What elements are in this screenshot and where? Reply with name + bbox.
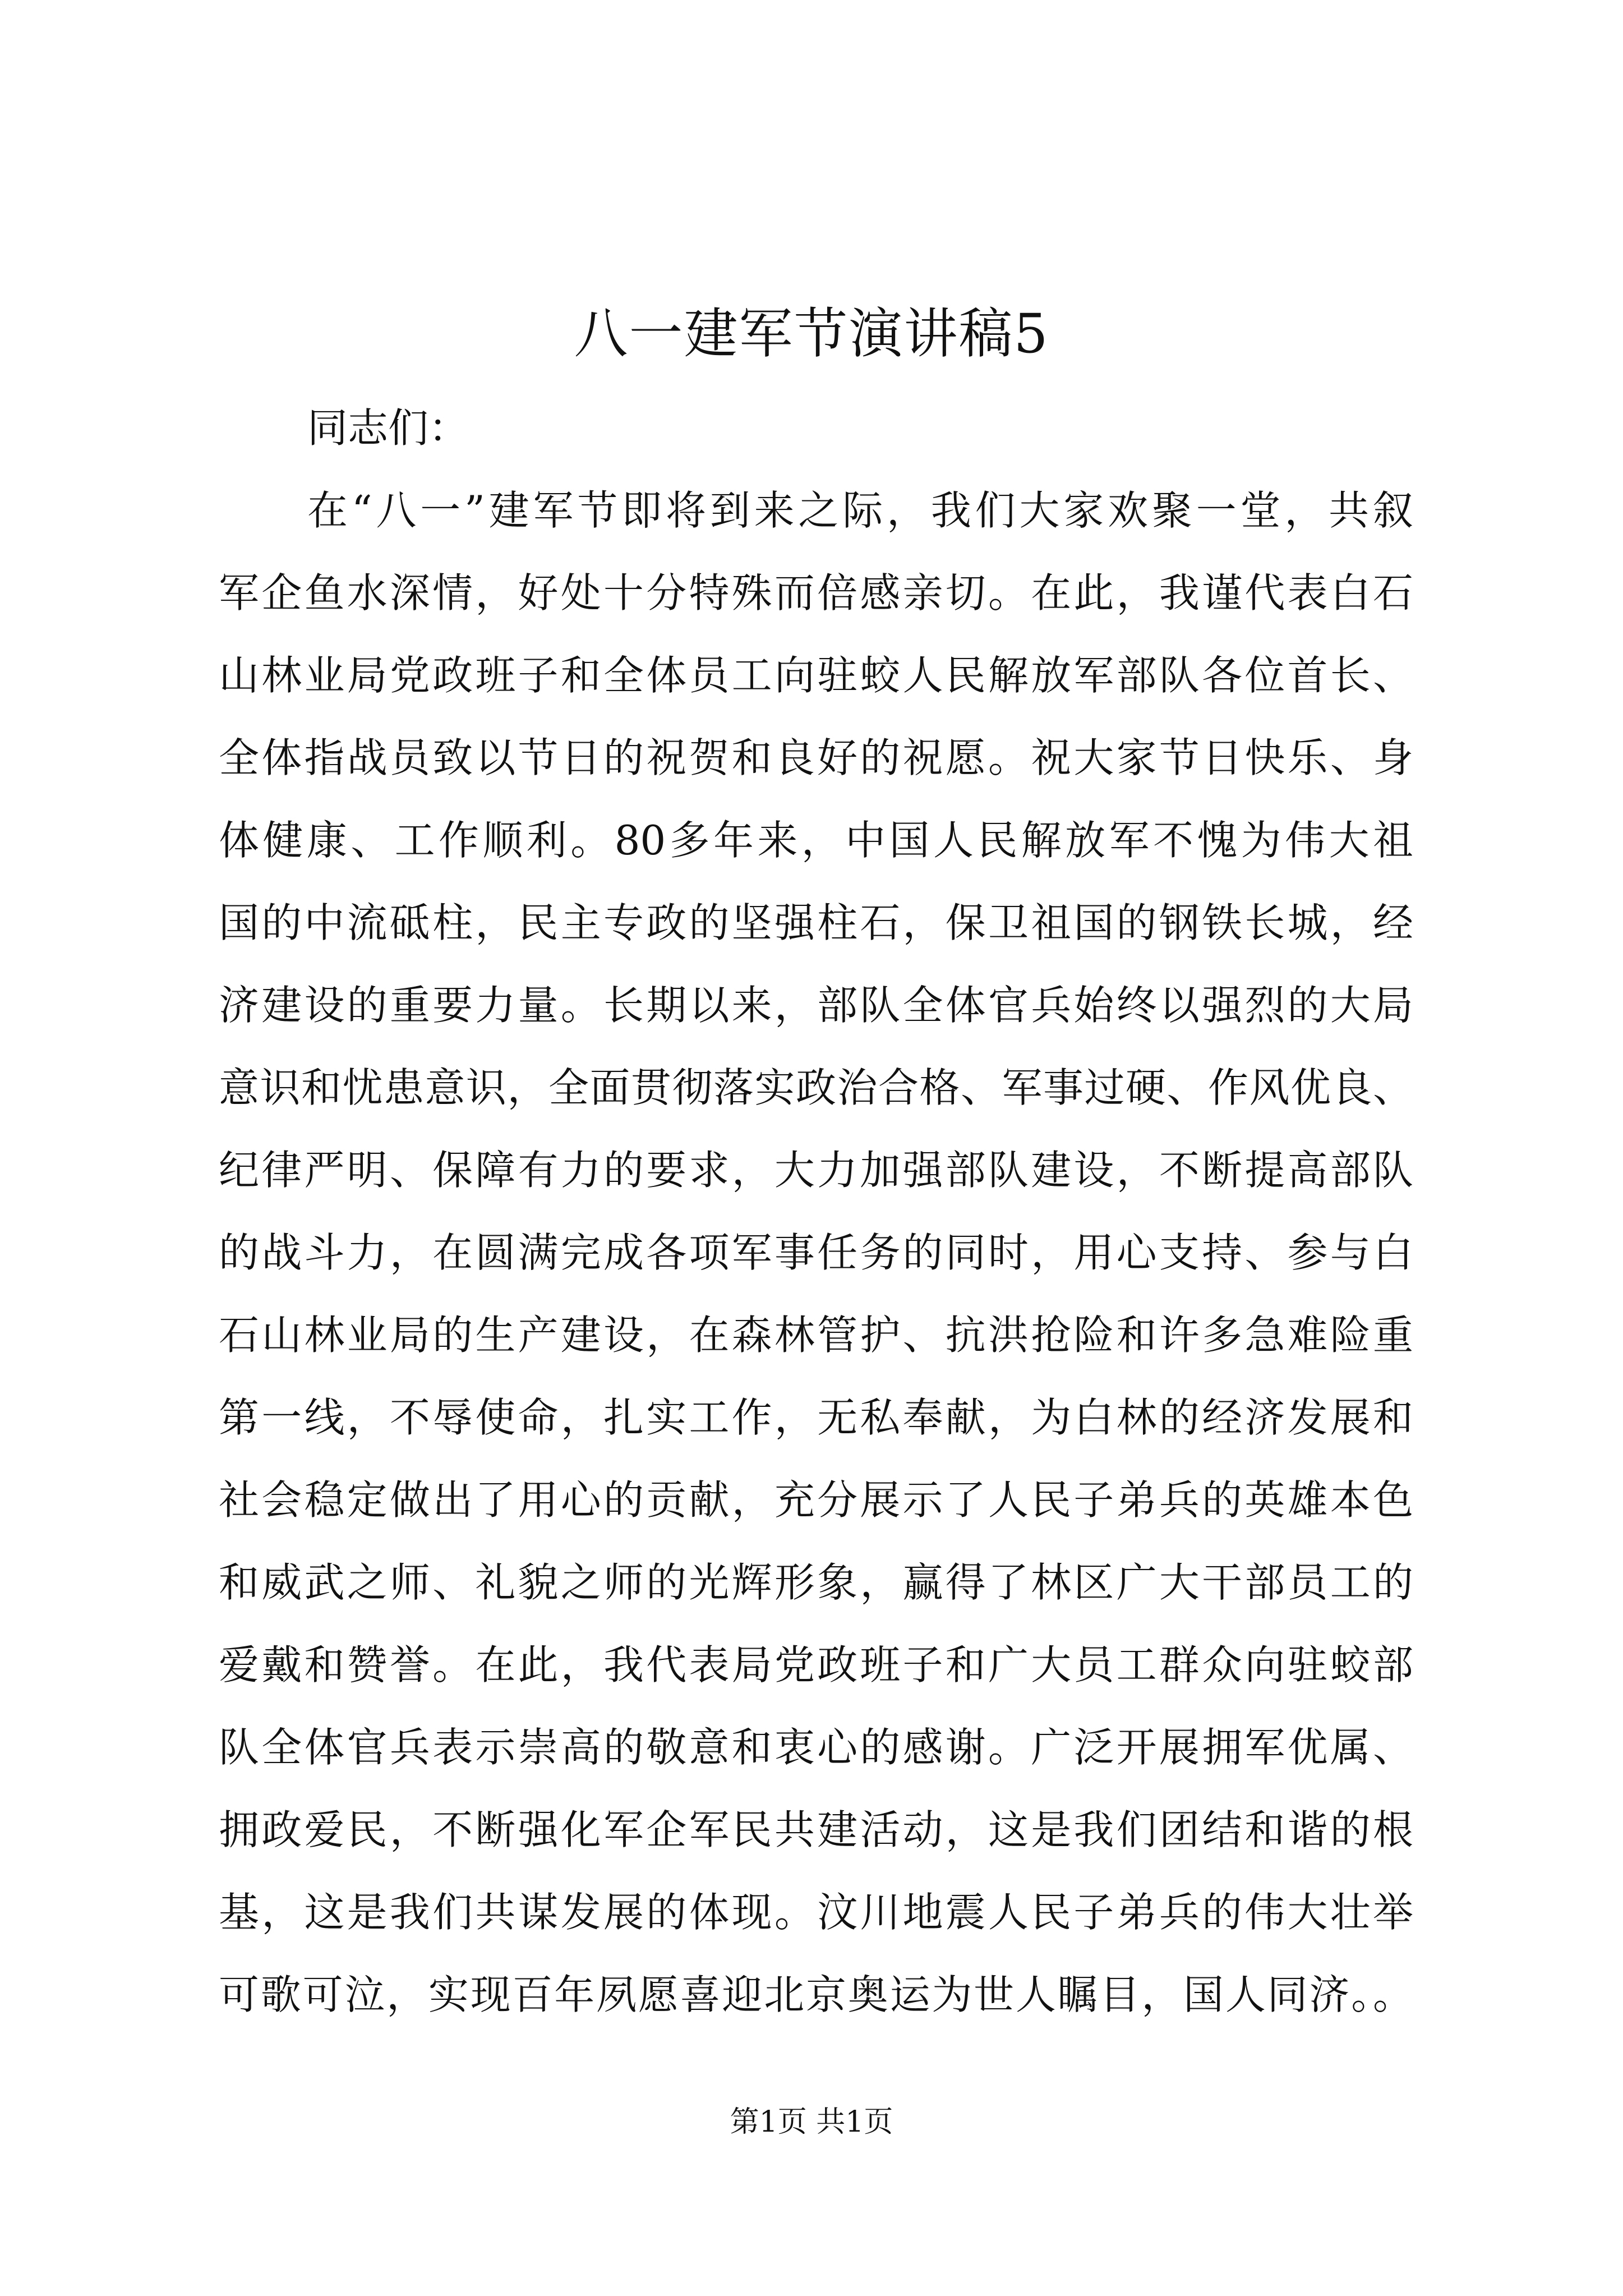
paragraph-line: 的战斗力，在圆满完成各项军事任务的同时，用心支持、参与白: [219, 1229, 1413, 1276]
paragraph-line: 军企鱼水深情，好处十分特殊而倍感亲切。在此，我谨代表白石: [219, 569, 1413, 616]
paragraph-line: 国的中流砥柱，民主专政的坚强柱石，保卫祖国的钢铁长城，经: [219, 899, 1413, 946]
paragraph-line: 队全体官兵表示崇高的敬意和衷心的感谢。广泛开展拥军优属、: [219, 1724, 1413, 1771]
paragraph-line: 拥政爱民，不断强化军企军民共建活动，这是我们团结和谐的根: [219, 1806, 1413, 1853]
paragraph-line: 在“八一”建军节即将到来之际，我们大家欢聚一堂，共叙: [307, 487, 1413, 534]
salutation: 同志们：: [307, 404, 469, 452]
paragraph-line: 山林业局党政班子和全体员工向驻蛟人民解放军部队各位首长、: [219, 652, 1413, 699]
paragraph-line: 济建设的重要力量。长期以来，部队全体官兵始终以强烈的大局: [219, 982, 1413, 1029]
paragraph-line: 可歌可泣，实现百年夙愿喜迎北京奥运为世人瞩目，国人同济。。: [219, 1971, 1413, 2018]
paragraph-line: 社会稳定做出了用心的贡献，充分展示了人民子弟兵的英雄本色: [219, 1476, 1413, 1524]
paragraph-line: 和威武之师、礼貌之师的光辉形象，赢得了林区广大干部员工的: [219, 1559, 1413, 1606]
paragraph-line: 爱戴和赞誉。在此，我代表局党政班子和广大员工群众向驻蛟部: [219, 1641, 1413, 1688]
paragraph-line: 全体指战员致以节日的祝贺和良好的祝愿。祝大家节日快乐、身: [219, 734, 1413, 781]
paragraph-line: 纪律严明、保障有力的要求，大力加强部队建设，不断提高部队: [219, 1147, 1413, 1194]
paragraph-line: 意识和忧患意识，全面贯彻落实政治合格、军事过硬、作风优良、: [219, 1064, 1413, 1111]
paragraph-line: 基，这是我们共谋发展的体现。汶川地震人民子弟兵的伟大壮举: [219, 1889, 1413, 1936]
document-body: [219, 387, 1413, 2036]
paragraph-line: 第一线，不辱使命，扎实工作，无私奉献，为白林的经济发展和: [219, 1394, 1413, 1441]
paragraph-line: 体健康、工作顺利。80多年来，中国人民解放军不愧为伟大祖: [219, 817, 1413, 864]
document-title: 八一建军节演讲稿5: [574, 302, 1049, 365]
page-footer: 第1页 共1页: [730, 2105, 893, 2139]
paragraph-line: 石山林业局的生产建设，在森林管护、抗洪抢险和许多急难险重: [219, 1312, 1413, 1359]
